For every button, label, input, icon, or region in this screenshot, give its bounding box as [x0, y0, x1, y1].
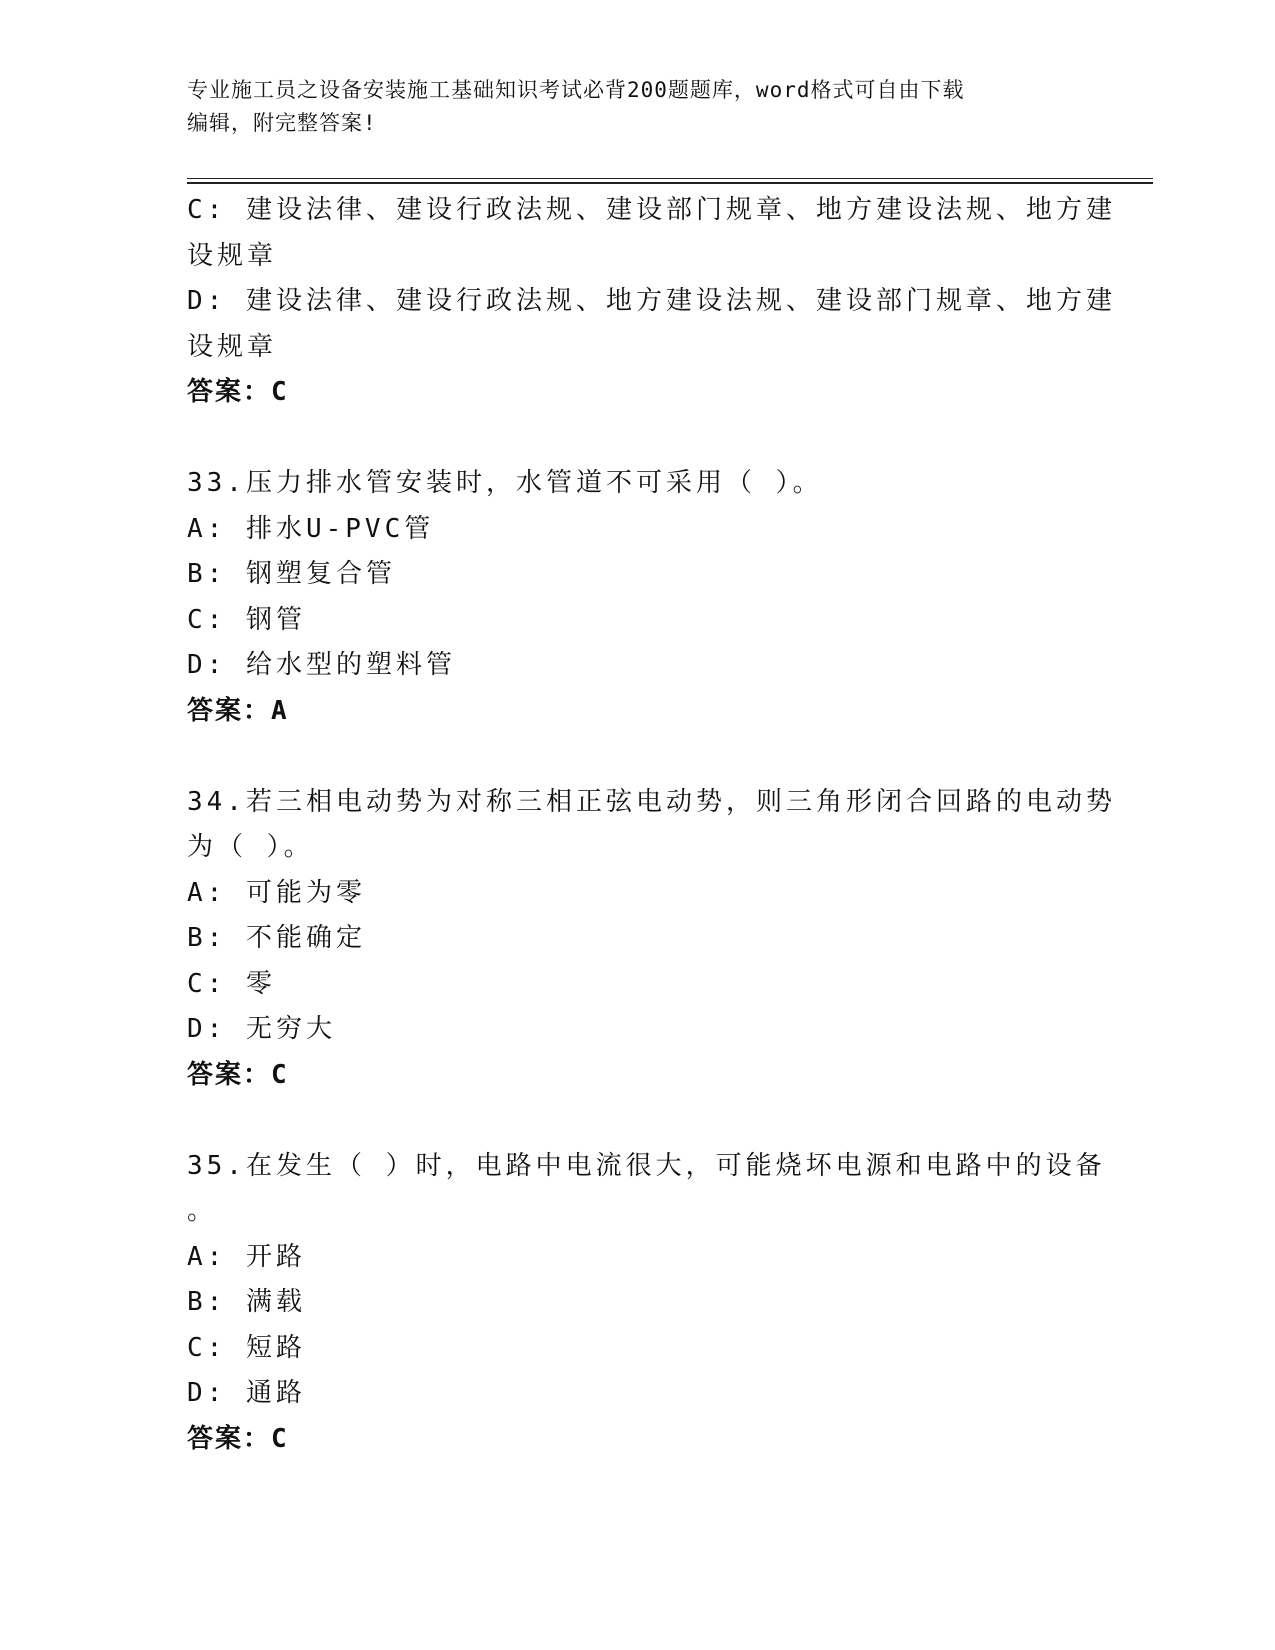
header-divider-thick — [187, 182, 1153, 184]
option-d-line-2: 设规章 — [187, 331, 278, 362]
q33-option-c: C: 钢管 — [187, 604, 306, 635]
q35-option-a: A: 开路 — [187, 1241, 306, 1272]
question-34-line-2: 为（ ）。 — [187, 832, 314, 862]
option-d-line-1: D: 建设法律、建设行政法规、地方建设法规、建设部门规章、地方建 — [187, 286, 1116, 316]
document-header — [187, 74, 1067, 140]
option-c-line-1: C: 建设法律、建设行政法规、建设部门规章、地方建设法规、地方建 — [187, 195, 1116, 225]
question-35-line-1: 35.在发生（ ）时，电路中电流很大，可能烧坏电源和电路中的设备 — [187, 1150, 1106, 1181]
option-c-line-2: 设规章 — [187, 240, 278, 271]
spacer — [187, 734, 1087, 780]
q34-option-a: A: 可能为零 — [187, 877, 366, 908]
document-body — [187, 188, 1116, 1462]
q35-option-b: B: 满载 — [187, 1287, 306, 1317]
q33-option-b: B: 钢塑复合管 — [187, 559, 396, 589]
q34-option-d: D: 无穷大 — [187, 1014, 336, 1044]
header-line-1: 专业施工员之设备安装施工基础知识考试必背200题题库，word格式可自由下载 — [187, 78, 965, 102]
answer-33: 答案：A — [187, 695, 289, 726]
q33-option-d: D: 给水型的塑料管 — [187, 650, 456, 680]
question-34-line-1: 34.若三相电动势为对称三相正弦电动势，则三角形闭合回路的电动势 — [187, 786, 1116, 817]
question-33: 33.压力排水管安装时，水管道不可采用（ ）。 — [187, 468, 823, 498]
q34-option-c: C: 零 — [187, 968, 276, 999]
answer-32: 答案：C — [187, 377, 289, 407]
q34-option-b: B: 不能确定 — [187, 923, 366, 953]
header-line-2: 编辑，附完整答案! — [187, 111, 377, 135]
q35-option-c: C: 短路 — [187, 1332, 306, 1363]
header-divider-thin — [187, 178, 1153, 179]
q35-option-d: D: 通路 — [187, 1378, 306, 1408]
spacer — [187, 1098, 1087, 1144]
question-35-line-2: 。 — [187, 1196, 218, 1226]
answer-35: 答案：C — [187, 1423, 289, 1454]
q33-option-a: A: 排水U-PVC管 — [187, 513, 435, 544]
answer-34: 答案：C — [187, 1059, 289, 1090]
spacer — [187, 416, 1087, 462]
